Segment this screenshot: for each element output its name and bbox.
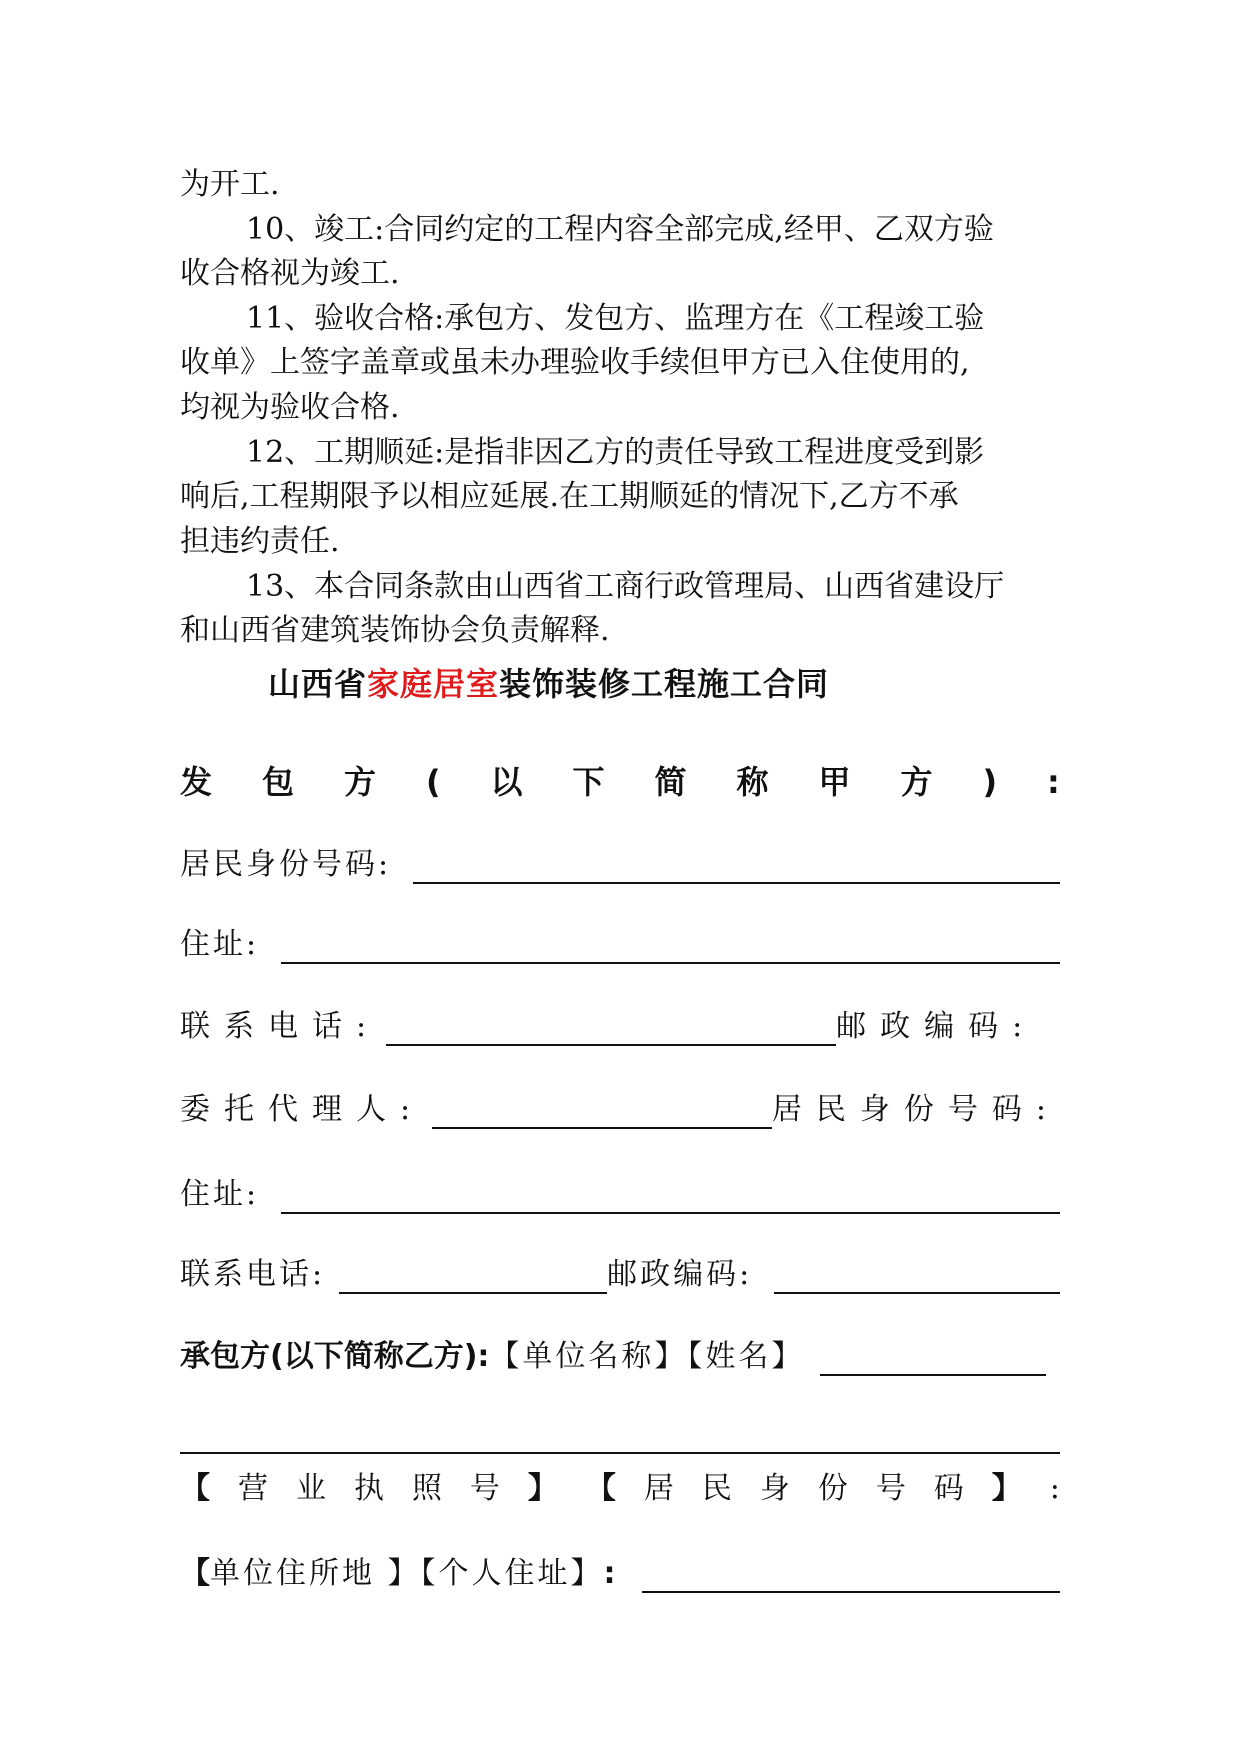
label-char: 执 <box>353 1471 384 1506</box>
agent-row <box>180 1091 1060 1129</box>
clause-line: 响后,工程期限予以相应延展.在工期顺延的情况下,乙方不承 <box>180 479 959 514</box>
bracket-char: 【 <box>180 1471 210 1506</box>
address-colon: : <box>603 1556 616 1591</box>
address-field[interactable] <box>281 932 1060 964</box>
heading-char: 称 <box>736 763 769 801</box>
heading-char: 甲 <box>818 763 851 801</box>
party-a-address-row <box>180 926 1060 964</box>
heading-char: 简 <box>654 763 687 801</box>
agent-address-field[interactable] <box>281 1182 1060 1214</box>
clause-line: 均视为验收合格. <box>180 390 400 425</box>
clause-line: 收合格视为竣工. <box>180 256 400 291</box>
bracket-char: 】 <box>991 1471 1022 1506</box>
title-highlight: 家庭居室 <box>367 665 500 703</box>
party-b-address-label: 单位住所地 】【个人住址】 <box>210 1556 604 1591</box>
clause-line: 为开工. <box>180 167 280 202</box>
agent-phone-field[interactable] <box>339 1262 607 1294</box>
party-a-heading <box>180 762 1060 802</box>
heading-char: 发 <box>180 763 213 801</box>
party-a-id-row <box>180 846 1060 884</box>
heading-char: 方 <box>900 763 933 801</box>
label-char: : <box>1049 1471 1060 1506</box>
heading-char: 下 <box>572 763 605 801</box>
party-b-heading: 承包方(以下简称乙方): <box>180 1339 490 1374</box>
clause-13-line: 13、本合同条款由山西省工商行政管理局、山西省建设厅 <box>246 569 1005 604</box>
unit-name-label: 【单位名称】【姓名】 <box>489 1339 805 1374</box>
label-char: 照 <box>411 1471 442 1506</box>
heading-char: 以 <box>490 763 523 801</box>
label-char: 营 <box>237 1471 268 1506</box>
clause-11-line: 11、验收合格:承包方、发包方、监理方在《工程竣工验 <box>246 301 985 336</box>
label-char: 码 <box>933 1471 964 1506</box>
agent-postcode-field[interactable] <box>774 1262 1060 1294</box>
label-char: 居 <box>643 1471 674 1506</box>
postcode-label: 邮政编码: <box>836 1009 1037 1044</box>
license-row <box>180 1470 1060 1508</box>
party-b-address-row <box>180 1555 1060 1593</box>
label-char: 号 <box>469 1471 500 1506</box>
label-char: 号 <box>875 1471 906 1506</box>
bracket-char: 【 <box>585 1471 616 1506</box>
title-suffix: 装饰装修工程施工合同 <box>499 665 830 703</box>
heading-char: ) <box>982 763 998 801</box>
label-char: 身 <box>759 1471 790 1506</box>
party-b-name-field[interactable] <box>820 1344 1046 1376</box>
clause-line: 和山西省建筑装饰协会负责解释. <box>180 613 610 648</box>
clause-line: 收单》上签字盖章或虽未办理验收手续但甲方已入住使用的, <box>180 345 970 380</box>
phone-field[interactable] <box>386 1014 836 1046</box>
agent-address-label: 住址: <box>180 1177 260 1212</box>
label-char: 民 <box>701 1471 732 1506</box>
heading-char: : <box>1047 763 1060 801</box>
address-open-bracket: 【 <box>180 1556 210 1591</box>
agent-postcode-label: 邮政编码: <box>607 1257 753 1292</box>
agent-label: 委托代理人: <box>180 1092 425 1127</box>
agent-field[interactable] <box>432 1097 772 1129</box>
phone-label: 联系电话: <box>180 1009 381 1044</box>
agent-id-label: 居民身份号码: <box>771 1092 1060 1127</box>
id-number-label: 居民身份号码: <box>180 847 392 882</box>
party-b-address-field[interactable] <box>642 1561 1060 1593</box>
agent-phone-row <box>180 1256 1060 1294</box>
id-number-field[interactable] <box>413 852 1060 884</box>
clause-10-line: 10、竣工:合同约定的工程内容全部完成,经甲、乙双方验 <box>246 212 994 247</box>
contract-title <box>268 664 829 704</box>
clause-line: 担违约责任. <box>180 524 340 559</box>
heading-char: ( <box>425 763 441 801</box>
heading-char: 包 <box>261 763 294 801</box>
address-label: 住址: <box>180 927 260 962</box>
agent-address-row <box>180 1176 1060 1214</box>
label-char: 份 <box>817 1471 848 1506</box>
agent-phone-label: 联系电话: <box>180 1257 326 1292</box>
party-b-name-field-continued[interactable] <box>180 1452 1060 1454</box>
label-char: 业 <box>295 1471 326 1506</box>
heading-char: 方 <box>343 763 376 801</box>
clause-12-line: 12、工期顺延:是指非因乙方的责任导致工程进度受到影 <box>246 435 985 470</box>
title-prefix: 山西省 <box>268 665 368 703</box>
party-b-heading-row <box>180 1338 1046 1376</box>
bracket-char: 】 <box>527 1471 558 1506</box>
party-a-phone-row <box>180 1008 1060 1046</box>
